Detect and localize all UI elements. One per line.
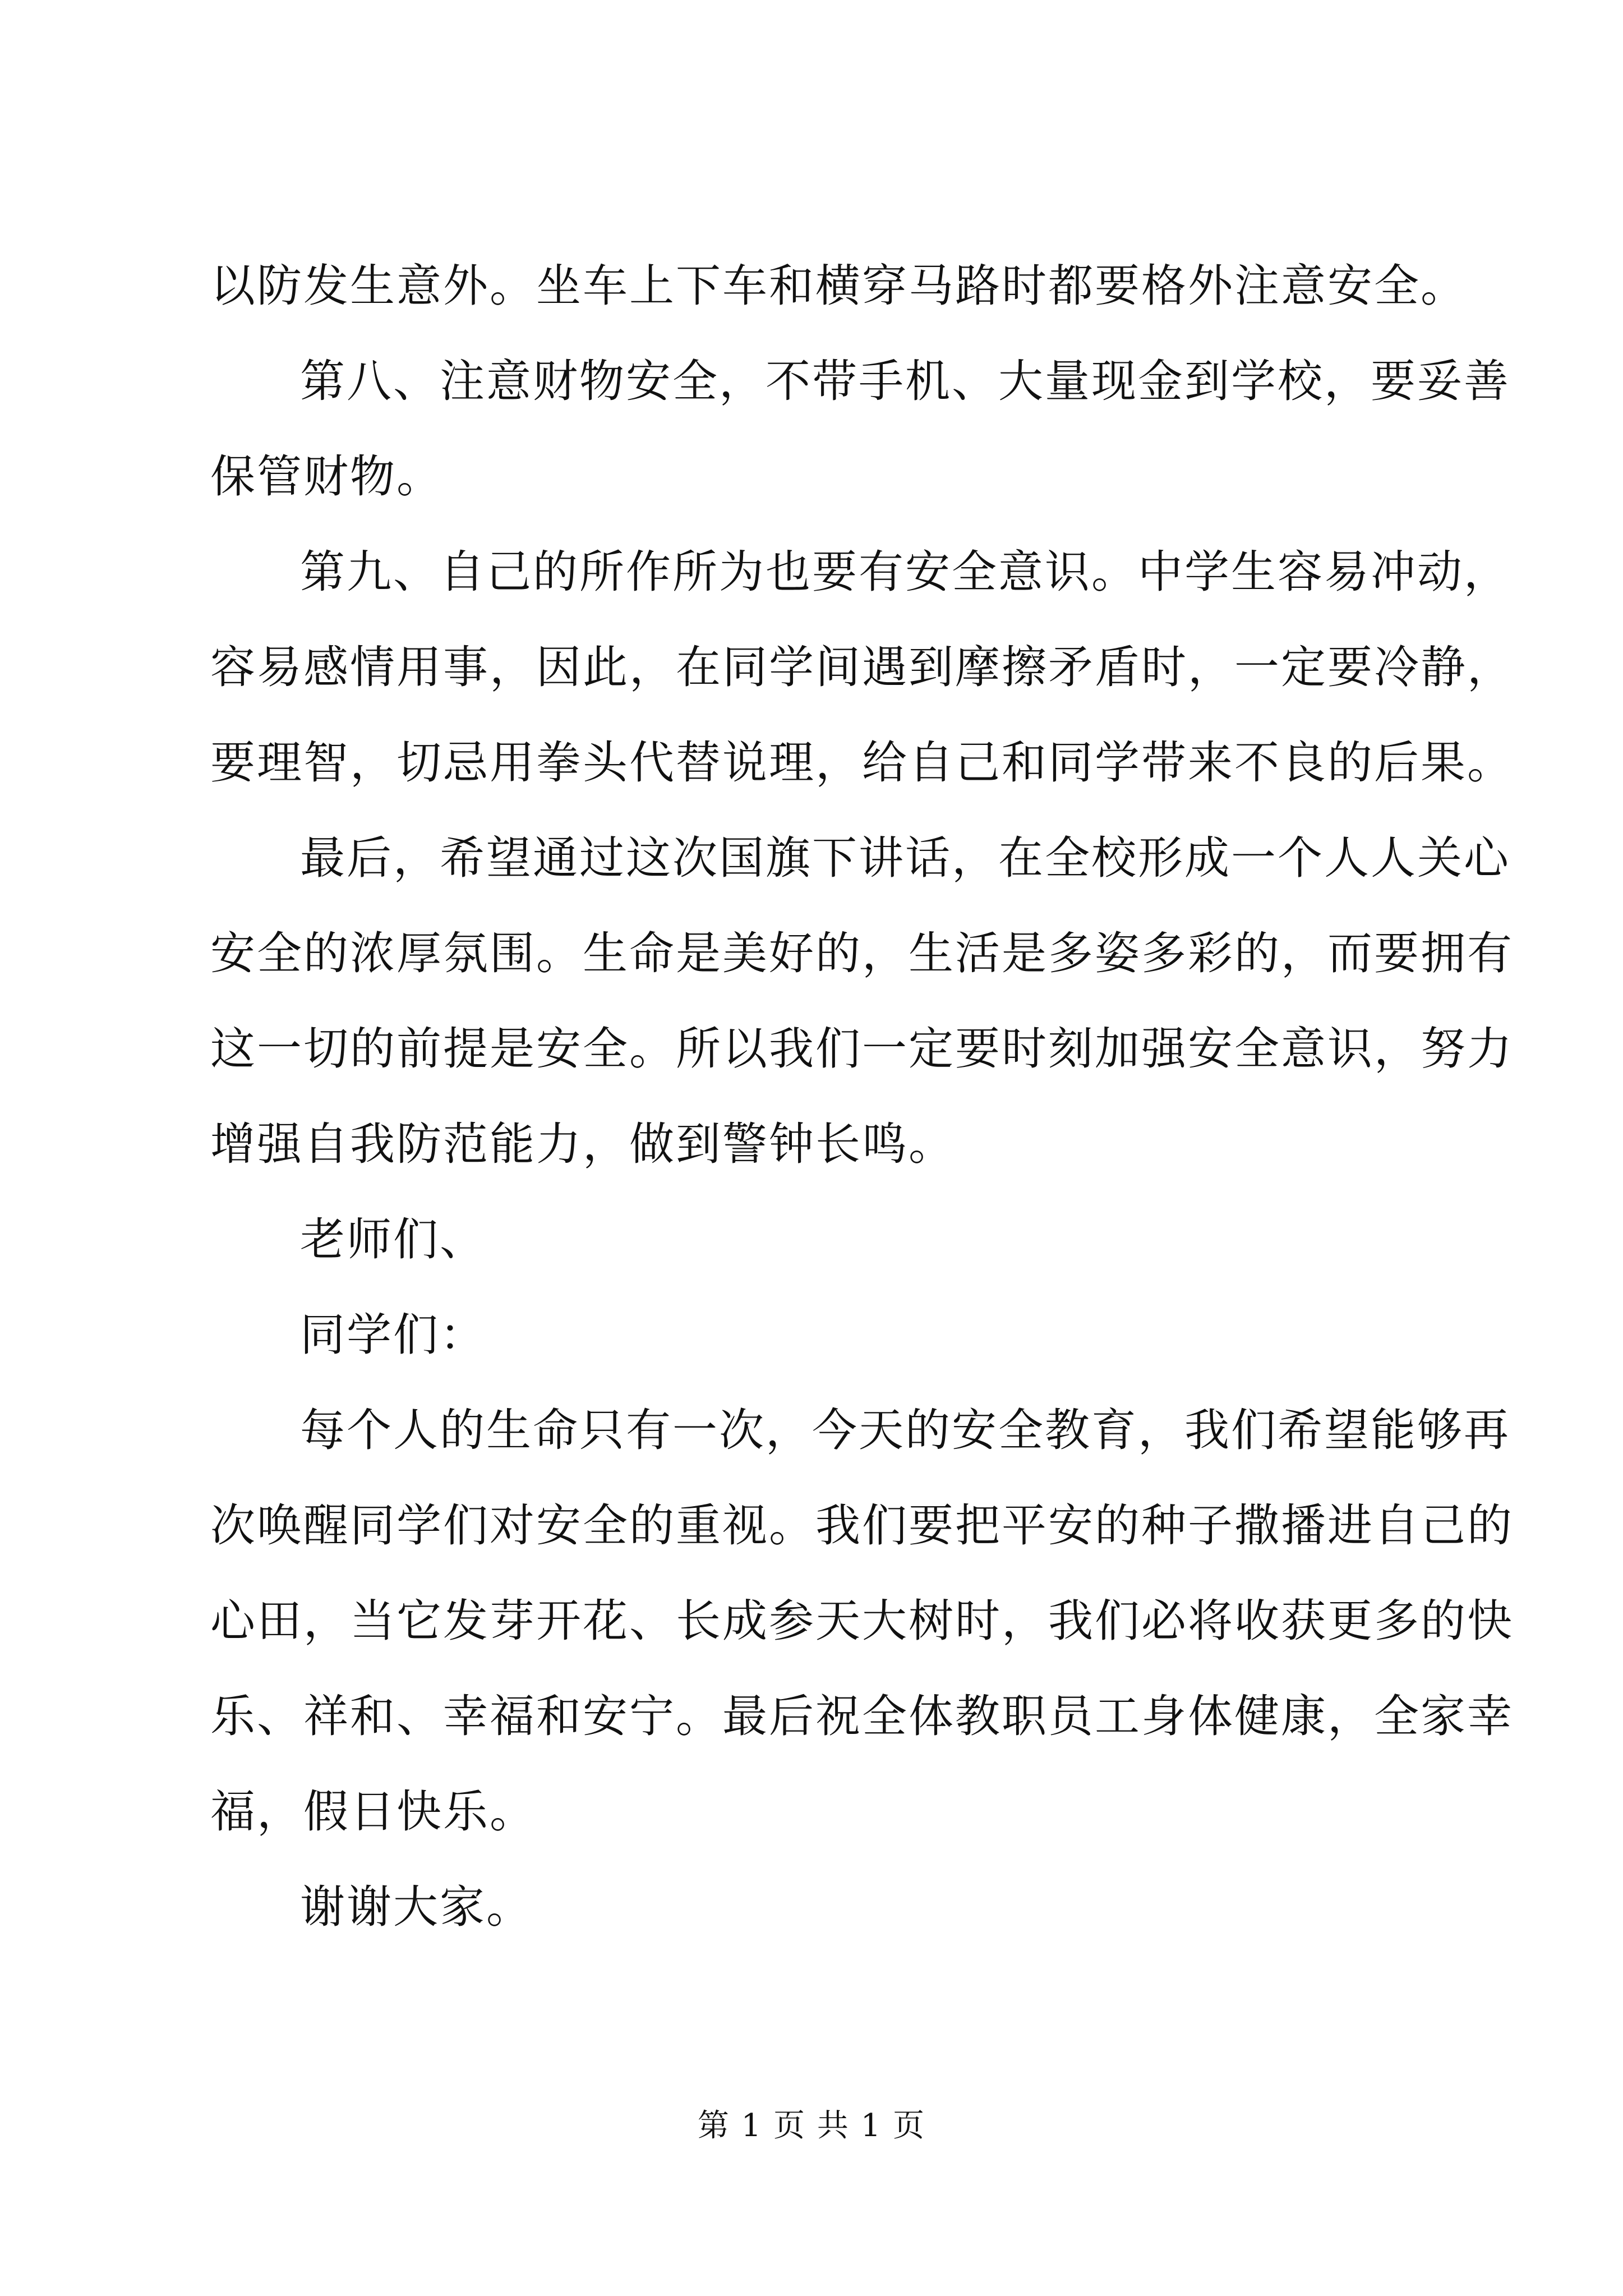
text-line: 每个人的生命只有一次，今天的安全教育，我们希望能够再 [300,1404,1510,1456]
text-line: 心田，当它发芽开花、长成参天大树时，我们必将收获更多的快 [210,1595,1514,1647]
page-number-footer: 第 1 页 共 1 页 [697,2108,926,2144]
text-line: 次唤醒同学们对安全的重视。我们要把平安的种子撒播进自己的 [210,1499,1514,1552]
text-line: 乐、祥和、幸福和安宁。最后祝全体教职员工身体健康，全家幸 [210,1690,1514,1742]
text-line: 最后，希望通过这次国旗下讲话，在全校形成一个人人关心 [300,832,1510,884]
text-line: 老师们、 [300,1213,486,1266]
text-line: 福，假日快乐。 [210,1786,536,1838]
text-line: 安全的浓厚氛围。生命是美好的，生活是多姿多彩的，而要拥有 [210,927,1514,979]
text-line: 要理智，切忌用拳头代替说理，给自己和同学带来不良的后果。 [210,737,1514,789]
text-line: 这一切的前提是安全。所以我们一定要时刻加强安全意识，努力 [210,1023,1514,1075]
text-line: 增强自我防范能力，做到警钟长鸣。 [210,1118,955,1170]
text-line: 保管财物。 [210,450,443,503]
text-line: 第九、自己的所作所为也要有安全意识。中学生容易冲动， [300,546,1510,598]
text-line: 容易感情用事，因此，在同学间遇到摩擦矛盾时，一定要冷静， [210,641,1514,693]
text-line: 第八、注意财物安全，不带手机、大量现金到学校，要妥善 [300,355,1510,407]
text-line: 同学们： [300,1309,486,1361]
text-line: 谢谢大家。 [300,1881,533,1933]
text-line: 以防发生意外。坐车上下车和横穿马路时都要格外注意安全。 [210,260,1467,312]
